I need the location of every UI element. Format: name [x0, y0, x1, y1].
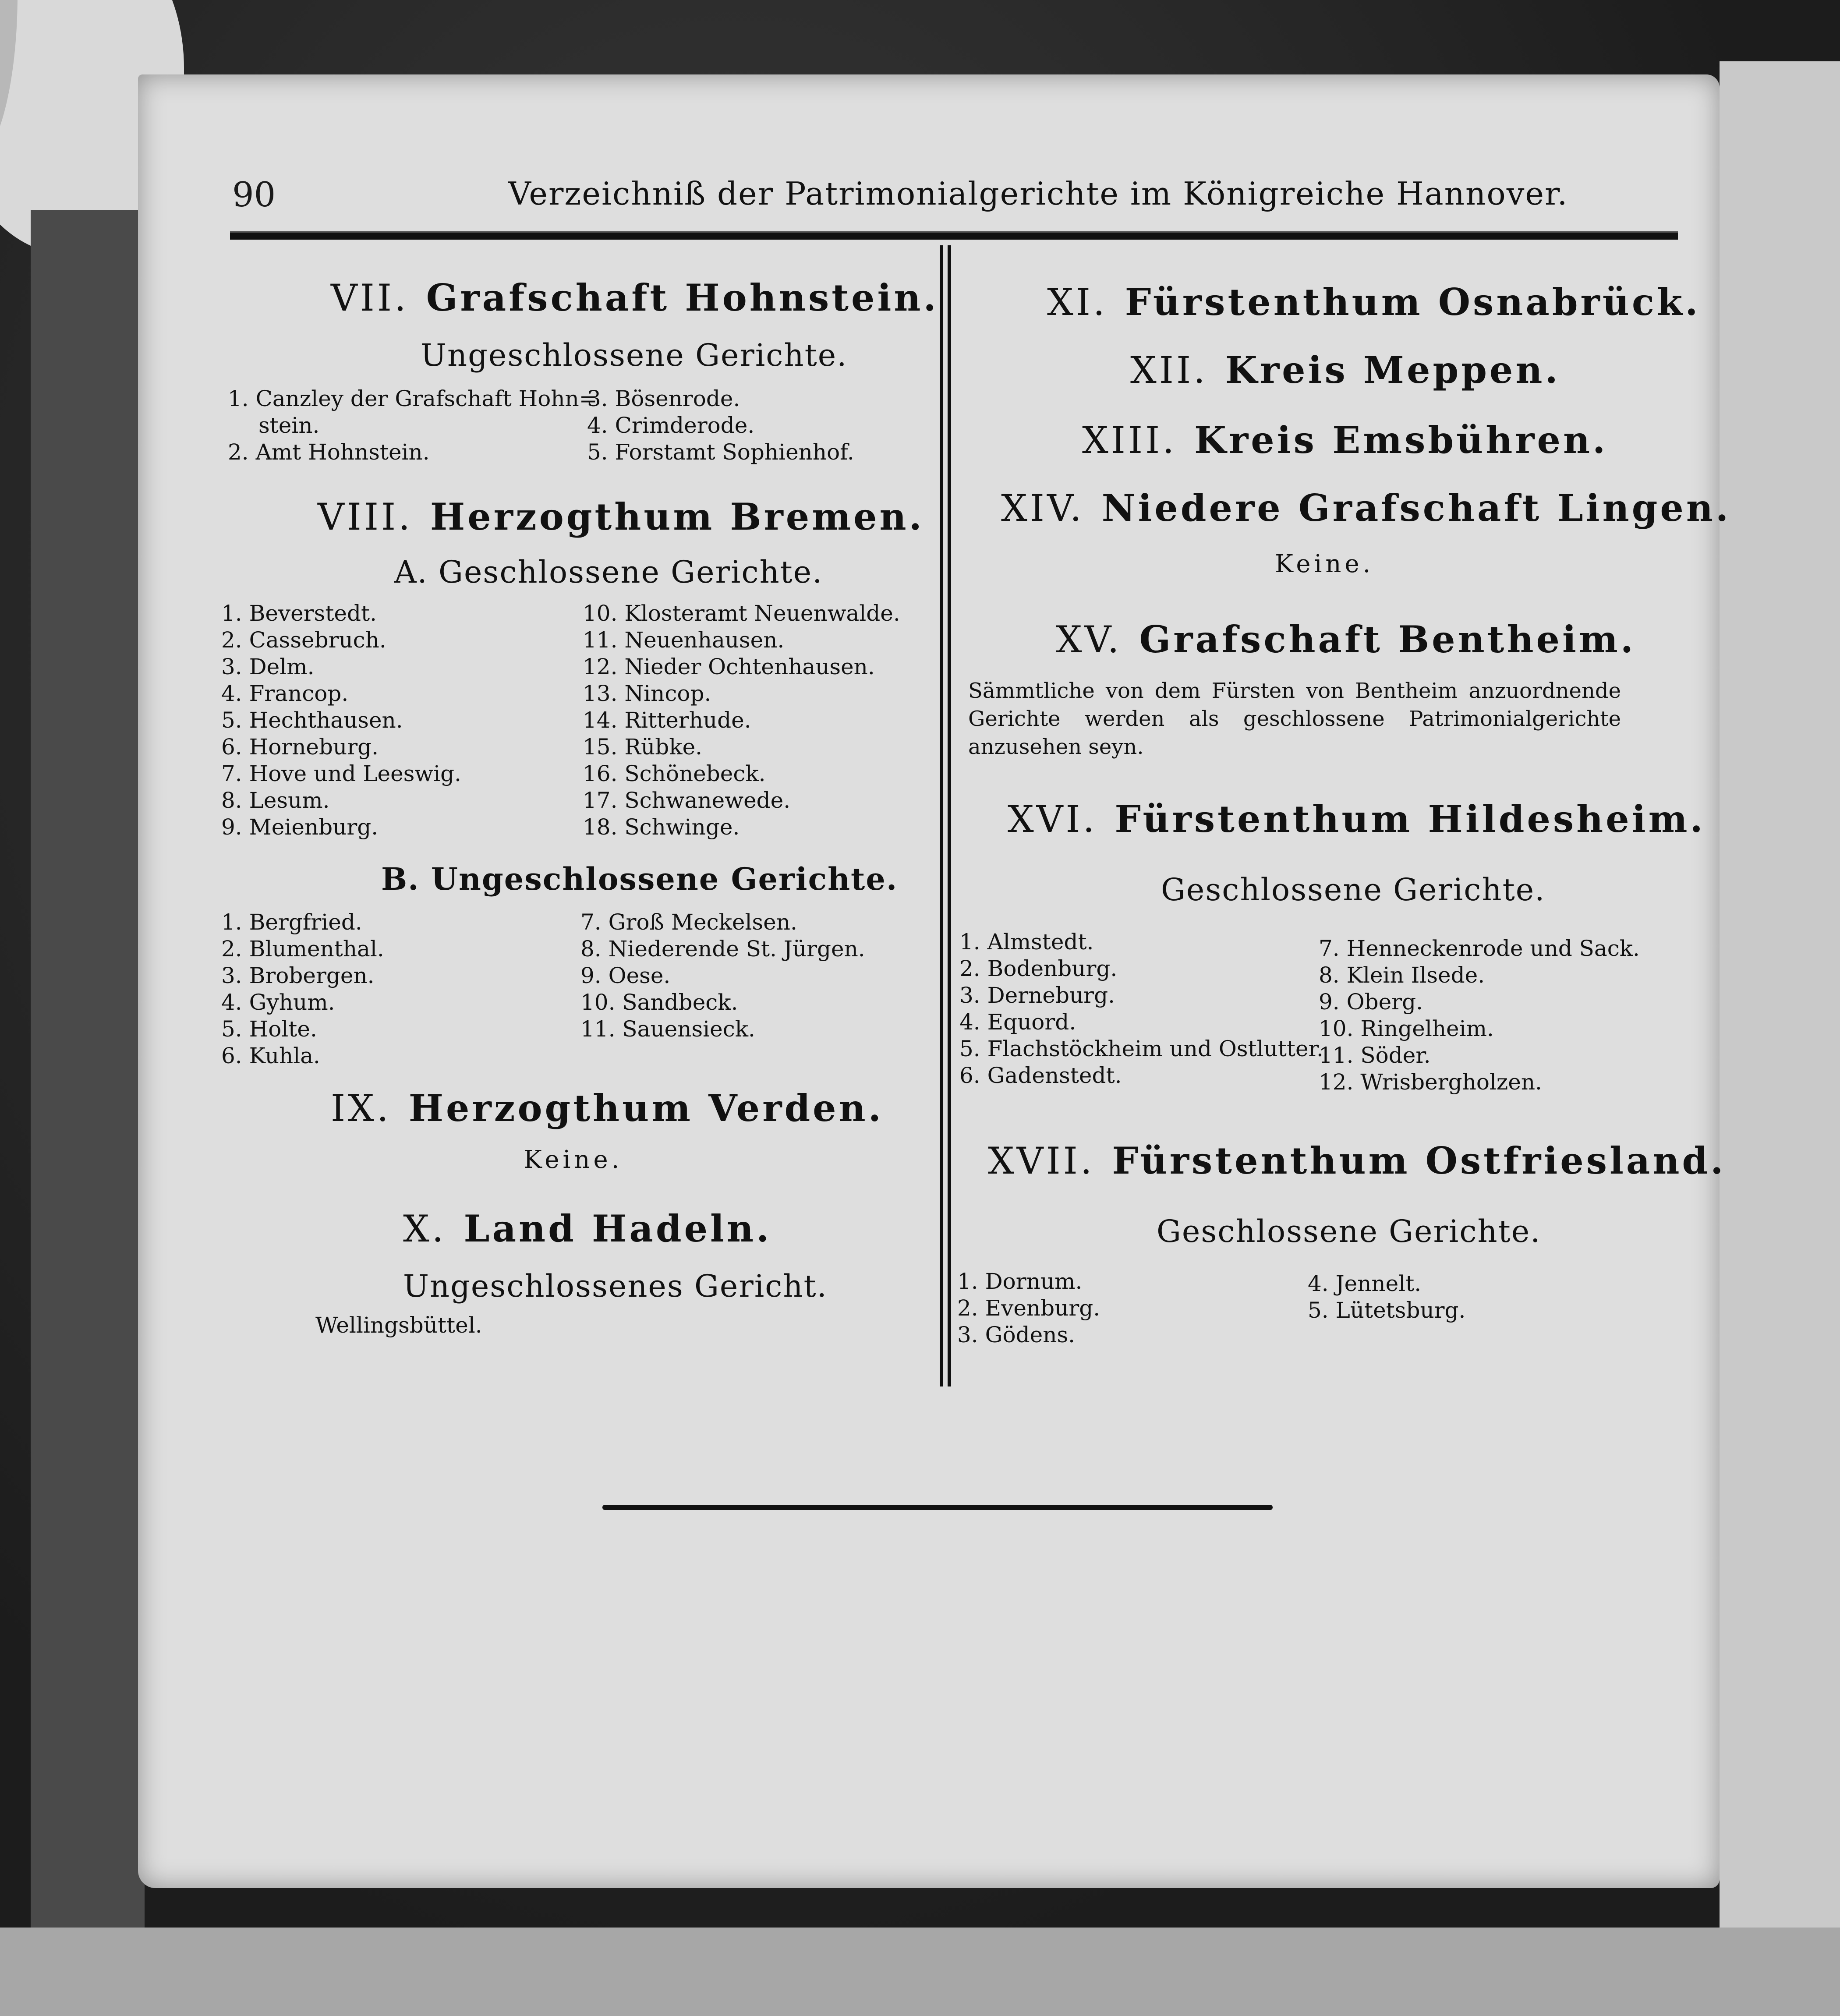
section-xv-heading: XV. Grafschaft Bentheim.	[1056, 618, 1636, 661]
list-item: 11. Söder.	[1319, 1043, 1431, 1068]
section-xv-text: Sämmtliche von dem Fürsten von Bentheim anzuordnende Gerichte werden als geschlossene Patrimonialgerichte anzusehen seyn.	[968, 679, 1621, 759]
list-item: 4. Jennelt.	[1308, 1271, 1422, 1296]
list-item: 12. Nieder Ochtenhausen.	[583, 654, 875, 679]
list-item: 10. Ringelheim.	[1319, 1016, 1494, 1041]
list-item: 1. Almstedt.	[959, 929, 1094, 955]
list-item: 9. Oese.	[580, 963, 671, 988]
list-item: 15. Rübke.	[583, 734, 703, 760]
section-xvii-list-2	[1308, 1270, 1465, 1324]
list-item: 8. Niederende St. Jürgen.	[580, 936, 865, 962]
section-x-list	[315, 1312, 482, 1339]
list-item: stein.	[258, 413, 320, 438]
section-xiv-heading: XIV. Niedere Grafschaft Lingen.	[1001, 486, 1731, 530]
list-item: 1. Canzley der Grafschaft Hohn=	[228, 386, 598, 411]
list-item: 6. Horneburg.	[221, 734, 379, 760]
section-xiii-heading: XIII. Kreis Emsbühren.	[1082, 418, 1608, 462]
section-x-subheading: Ungeschlossenes Gericht.	[403, 1268, 828, 1304]
list-item: 16. Schönebeck.	[583, 761, 766, 786]
list-item: 9. Oberg.	[1319, 989, 1423, 1015]
section-xvii-heading: XVII. Fürstenthum Ostfriesland.	[988, 1139, 1726, 1182]
list-item: 14. Ritterhude.	[583, 707, 751, 733]
list-item: 10. Klosteramt Neuenwalde.	[583, 601, 900, 626]
section-viii-b-subheading: B. Ungeschlossene Gerichte.	[381, 861, 898, 897]
section-xvi-list-1	[959, 929, 1323, 1089]
running-title: Verzeichniß der Patrimonialgerichte im Königreiche Hannover.	[508, 175, 1568, 212]
section-xvi-heading: XVI. Fürstenthum Hildesheim.	[1008, 797, 1706, 841]
section-viii-b-list-1	[221, 909, 384, 1069]
section-viii-a-subheading: A. Geschlossene Gerichte.	[394, 554, 823, 590]
column-divider	[940, 245, 951, 1386]
list-item: 5. Forstamt Sophienhof.	[587, 439, 854, 465]
list-item: 7. Henneckenrode und Sack.	[1319, 936, 1640, 961]
section-vii-list-2	[587, 386, 854, 466]
list-item: 9. Meienburg.	[221, 814, 379, 840]
section-vii-list-1	[228, 386, 598, 466]
section-x-heading: X. Land Hadeln.	[403, 1207, 772, 1250]
list-item: 5. Hechthausen.	[221, 707, 403, 733]
list-item: 3. Delm.	[221, 654, 315, 679]
footer-rule	[602, 1505, 1273, 1510]
list-item: 3. Bösenrode.	[587, 386, 740, 411]
list-item: 3. Gödens.	[957, 1322, 1075, 1348]
list-item: 7. Groß Meckelsen.	[580, 909, 797, 935]
section-viii-a-list-1	[221, 600, 461, 841]
section-xiv-keine: Keine.	[1275, 550, 1374, 578]
section-xvi-list-2	[1319, 935, 1640, 1096]
section-viii-a-list-2	[583, 600, 900, 841]
list-item: 13. Nincop.	[583, 681, 711, 706]
list-item: 5. Lütetsburg.	[1308, 1298, 1466, 1323]
page-number: 90	[232, 175, 276, 215]
section-xi-heading: XI. Fürstenthum Osnabrück.	[1047, 280, 1701, 324]
list-item: 17. Schwanewede.	[583, 788, 791, 813]
list-item: 3. Derneburg.	[959, 983, 1115, 1008]
list-item: 3. Brobergen.	[221, 963, 375, 988]
list-item: 10. Sandbeck.	[580, 990, 738, 1015]
list-item: 18. Schwinge.	[583, 814, 740, 840]
list-item: 4. Gyhum.	[221, 990, 335, 1015]
list-item: 6. Gadenstedt.	[959, 1063, 1122, 1088]
list-item: 7. Hove und Leeswig.	[221, 761, 462, 786]
header-rule	[230, 231, 1678, 240]
table-surface	[0, 1928, 1840, 2016]
list-item: 2. Evenburg.	[957, 1295, 1100, 1321]
list-item: 4. Crimderode.	[587, 413, 755, 438]
list-item: 8. Klein Ilsede.	[1319, 962, 1485, 988]
list-item: 2. Amt Hohnstein.	[228, 439, 430, 465]
list-item: 2. Cassebruch.	[221, 627, 386, 653]
section-ix-keine: Keine.	[524, 1146, 623, 1174]
section-xii-heading: XII. Kreis Meppen.	[1130, 348, 1560, 392]
section-ix-heading: IX. Herzogthum Verden.	[331, 1086, 884, 1130]
list-item: 4. Francop.	[221, 681, 349, 706]
book-edge	[31, 210, 145, 1963]
list-item: 12. Wrisbergholzen.	[1319, 1069, 1542, 1095]
list-item: 11. Sauensieck.	[580, 1016, 755, 1042]
list-item: 5. Flachstöckheim und Ostlutter.	[959, 1036, 1323, 1061]
section-viii-b-list-2	[580, 909, 865, 1043]
section-xvi-subheading: Geschlossene Gerichte.	[1161, 872, 1546, 908]
list-item: 2. Blumenthal.	[221, 936, 384, 962]
section-vii-subheading: Ungeschlossene Gerichte.	[421, 337, 848, 373]
section-vii-heading: VII. Grafschaft Hohnstein.	[331, 276, 939, 319]
list-item: 1. Bergfried.	[221, 909, 362, 935]
list-item: 1. Dornum.	[957, 1269, 1083, 1294]
list-item: Wellingsbüttel.	[315, 1312, 482, 1338]
list-item: 5. Holte.	[221, 1016, 317, 1042]
list-item: 4. Equord.	[959, 1009, 1076, 1035]
list-item: 1. Beverstedt.	[221, 601, 377, 626]
list-item: 6. Kuhla.	[221, 1043, 320, 1068]
list-item: 2. Bodenburg.	[959, 956, 1118, 981]
list-item: 8. Lesum.	[221, 788, 330, 813]
section-viii-heading: VIII. Herzogthum Bremen.	[318, 495, 924, 538]
list-item: 11. Neuenhausen.	[583, 627, 785, 653]
section-xvii-subheading: Geschlossene Gerichte.	[1157, 1213, 1541, 1249]
facing-page-edge	[1720, 61, 1840, 1945]
section-xvii-list-1	[957, 1268, 1100, 1348]
